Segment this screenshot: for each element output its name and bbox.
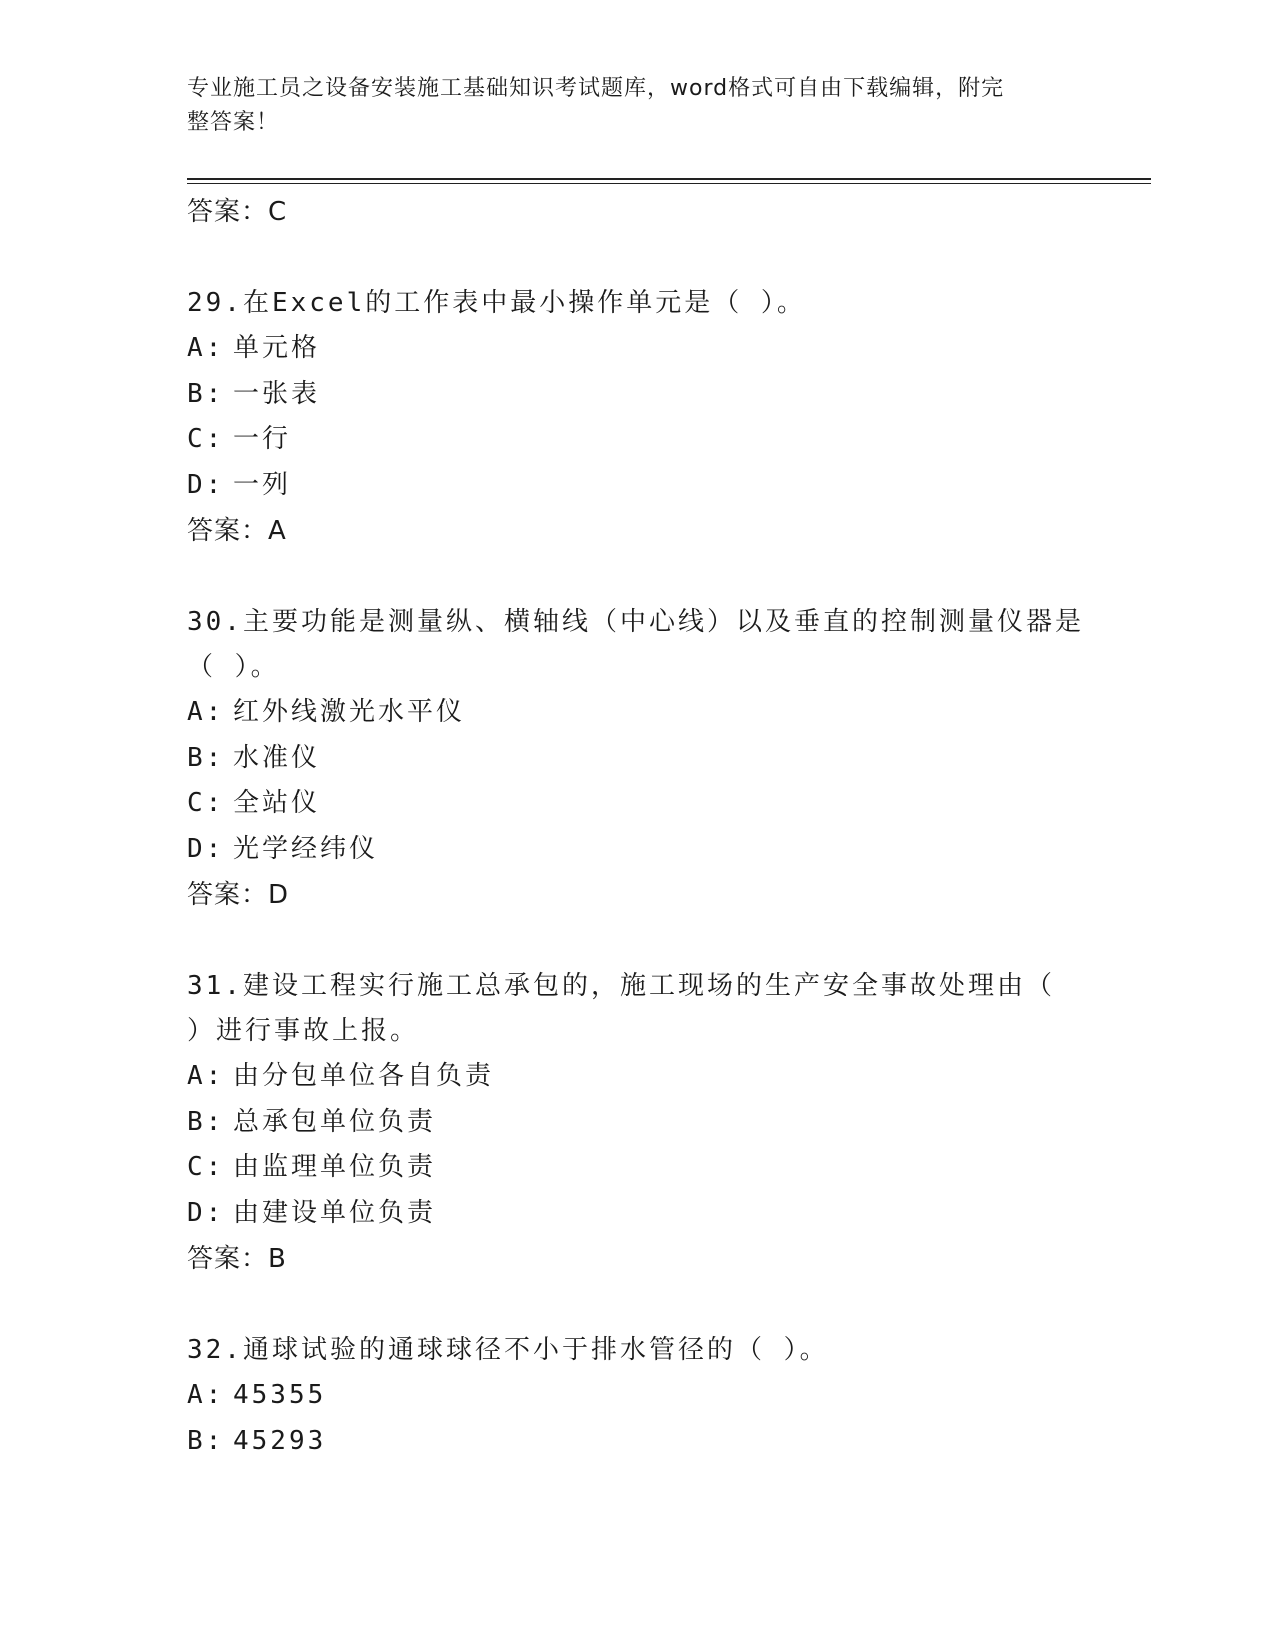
- option-key: B:: [187, 1106, 225, 1137]
- option-text: 水准仪: [233, 742, 321, 773]
- option-key: C:: [187, 1152, 225, 1182]
- option-d: [187, 1191, 1087, 1237]
- option-text: 光学经纬仪: [233, 833, 379, 864]
- option-text: 由分包单位各自负责: [233, 1061, 495, 1091]
- answer-line: 答案：D: [187, 880, 290, 910]
- option-key: B:: [187, 378, 225, 409]
- document-header: [187, 72, 1067, 140]
- option-a: [187, 326, 1087, 372]
- question-title-continued: （ ）。: [187, 652, 280, 682]
- option-text: 总承包单位负责: [233, 1106, 437, 1137]
- option-key: D:: [187, 469, 225, 500]
- question-title-continued: ）进行事故上报。: [187, 1016, 420, 1046]
- option-c: [187, 781, 1087, 827]
- option-text: 单元格: [233, 333, 321, 363]
- option-key: B:: [187, 1425, 225, 1456]
- option-a: [187, 690, 1087, 736]
- option-text: 红外线激光水平仪: [233, 697, 466, 727]
- question-30: [187, 600, 1087, 918]
- option-d: [187, 827, 1087, 873]
- option-text: 45355: [233, 1380, 327, 1410]
- option-a: [187, 1373, 1087, 1419]
- option-text: 一列: [233, 469, 292, 500]
- option-text: 一张表: [233, 378, 321, 409]
- answer-line: 答案：B: [187, 1244, 287, 1274]
- previous-answer: 答案：C: [187, 197, 288, 227]
- option-c: [187, 1145, 1087, 1191]
- question-title: 29.在Excel的工作表中最小操作单元是（ ）。: [187, 288, 806, 318]
- option-key: A:: [187, 1380, 225, 1410]
- option-key: D:: [187, 1197, 225, 1228]
- option-key: B:: [187, 742, 225, 773]
- option-key: A:: [187, 1061, 225, 1091]
- question-title: 31.建设工程实行施工总承包的，施工现场的生产安全事故处理由（: [187, 971, 1055, 1001]
- question-title: 30.主要功能是测量纵、横轴线（中心线）以及垂直的控制测量仪器是: [187, 607, 1084, 637]
- option-text: 45293: [233, 1425, 327, 1456]
- option-text: 一行: [233, 424, 292, 454]
- header-line-2: 整答案！: [187, 110, 280, 135]
- option-b: [187, 736, 1087, 782]
- header-divider-thick: [187, 178, 1151, 180]
- option-b: [187, 1100, 1087, 1146]
- option-key: A:: [187, 697, 225, 727]
- option-d: [187, 463, 1087, 509]
- question-title: 32.通球试验的通球球径不小于排水管径的（ ）。: [187, 1335, 829, 1365]
- option-key: A:: [187, 333, 225, 363]
- question-31: [187, 964, 1087, 1282]
- question-32: [187, 1328, 1087, 1464]
- option-b: [187, 1419, 1087, 1465]
- option-text: 由监理单位负责: [233, 1152, 437, 1182]
- question-29: [187, 281, 1087, 554]
- header-divider-thin: [187, 183, 1151, 184]
- option-text: 全站仪: [233, 788, 321, 818]
- option-key: C:: [187, 788, 225, 818]
- question-list: [187, 189, 1087, 1464]
- option-text: 由建设单位负责: [233, 1197, 437, 1228]
- option-key: C:: [187, 424, 225, 454]
- option-c: [187, 417, 1087, 463]
- option-b: [187, 372, 1087, 418]
- option-a: [187, 1054, 1087, 1100]
- answer-line: 答案：A: [187, 516, 287, 546]
- header-line-1: 专业施工员之设备安装施工基础知识考试题库，word格式可自由下载编辑，附完: [187, 76, 1005, 101]
- option-key: D:: [187, 833, 225, 864]
